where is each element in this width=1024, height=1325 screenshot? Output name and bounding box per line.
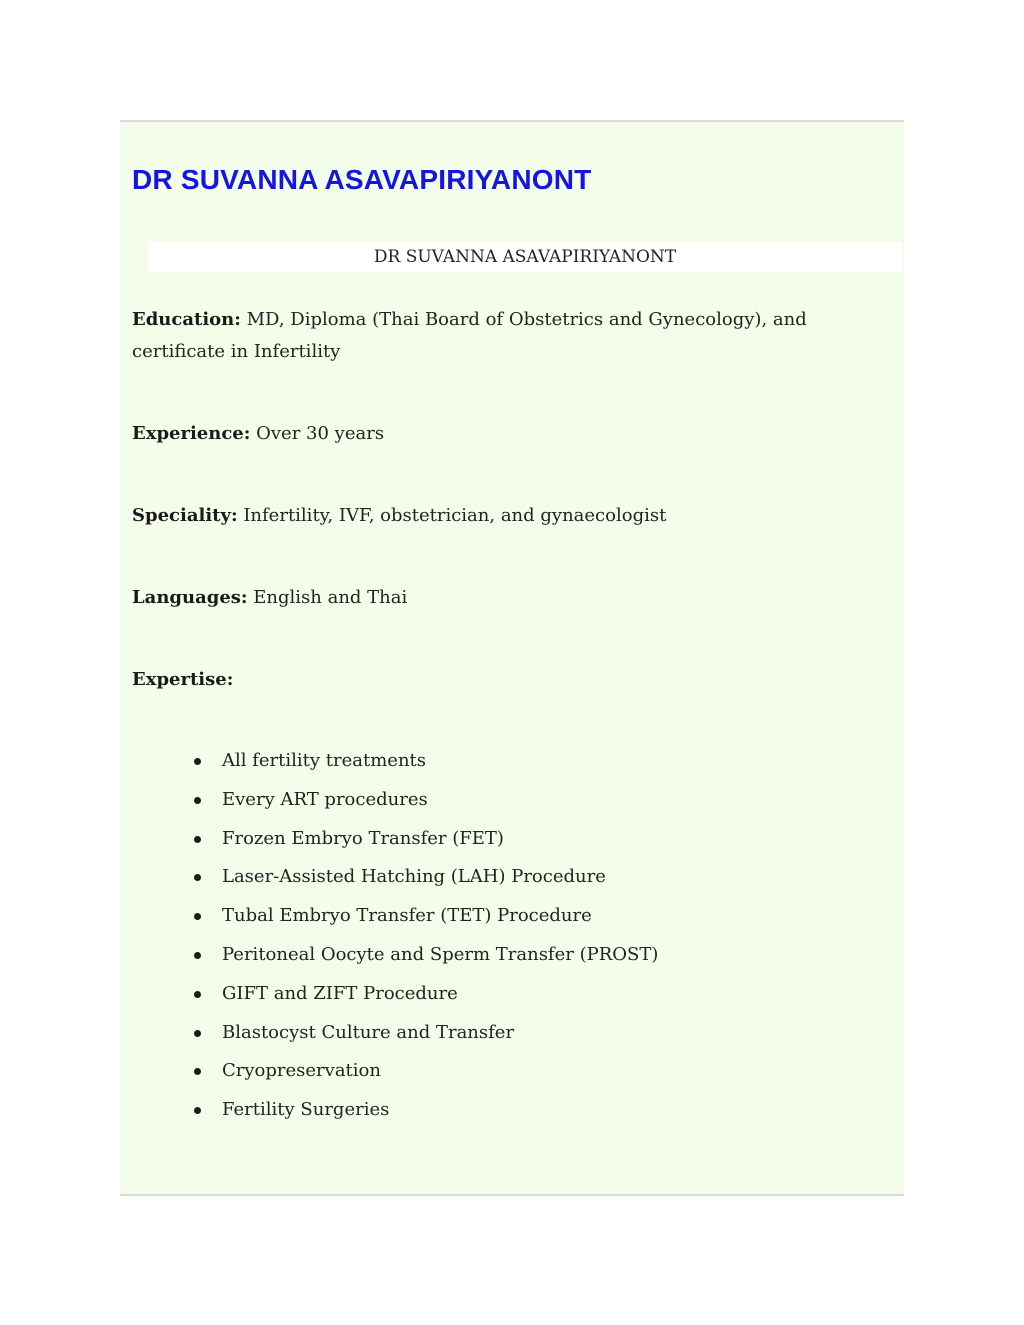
languages-value: English and Thai [247, 587, 408, 608]
bullet-icon [194, 1030, 201, 1037]
list-item [190, 820, 658, 859]
education-value: MD, Diploma (Thai Board of Obstetrics and Gynecology), and certificate in Infertility [132, 309, 807, 362]
expertise-list [190, 742, 658, 1130]
experience-field [132, 418, 896, 450]
name-caption: DR SUVANNA ASAVAPIRIYANONT [148, 242, 902, 272]
speciality-label: Speciality: [132, 505, 238, 526]
bullet-icon [194, 1068, 201, 1075]
list-item-label: Peritoneal Oocyte and Sperm Transfer (PROST) [222, 943, 659, 965]
speciality-value: Infertility, IVF, obstetrician, and gynaecologist [237, 505, 667, 526]
experience-value: Over 30 years [250, 423, 385, 444]
speciality-field [132, 500, 896, 532]
education-label: Education: [132, 309, 241, 330]
list-item [190, 858, 658, 897]
bullet-icon [194, 991, 201, 998]
list-item-label: Tubal Embryo Transfer (TET) Procedure [222, 905, 592, 927]
bullet-icon [194, 1107, 201, 1114]
expertise-field [132, 664, 896, 696]
list-item [190, 742, 658, 781]
bullet-icon [194, 836, 201, 843]
education-field [132, 304, 896, 368]
list-item [190, 897, 658, 936]
profile-card [120, 120, 904, 1196]
bullet-icon [194, 913, 201, 920]
list-item [190, 1052, 658, 1091]
languages-label: Languages: [132, 587, 248, 608]
page-title: DR SUVANNA ASAVAPIRIYANONT [132, 164, 592, 195]
bullet-icon [194, 758, 201, 765]
languages-field [132, 582, 896, 614]
list-item [190, 1091, 658, 1130]
bullet-icon [194, 797, 201, 804]
bullet-icon [194, 874, 201, 881]
list-item-label: Every ART procedures [222, 788, 428, 810]
list-item-label: Blastocyst Culture and Transfer [222, 1021, 515, 1043]
list-item-label: Fertility Surgeries [222, 1099, 390, 1121]
list-item-label: Frozen Embryo Transfer (FET) [222, 827, 504, 849]
list-item [190, 781, 658, 820]
list-item [190, 975, 658, 1014]
experience-label: Experience: [132, 423, 251, 444]
list-item-label: GIFT and ZIFT Procedure [222, 982, 458, 1004]
expertise-label: Expertise: [132, 669, 234, 690]
list-item-label: Laser-Assisted Hatching (LAH) Procedure [222, 866, 606, 888]
list-item [190, 936, 658, 975]
list-item-label: Cryopreservation [222, 1060, 381, 1082]
list-item-label: All fertility treatments [222, 750, 427, 771]
list-item [190, 1014, 658, 1053]
bullet-icon [194, 952, 201, 959]
